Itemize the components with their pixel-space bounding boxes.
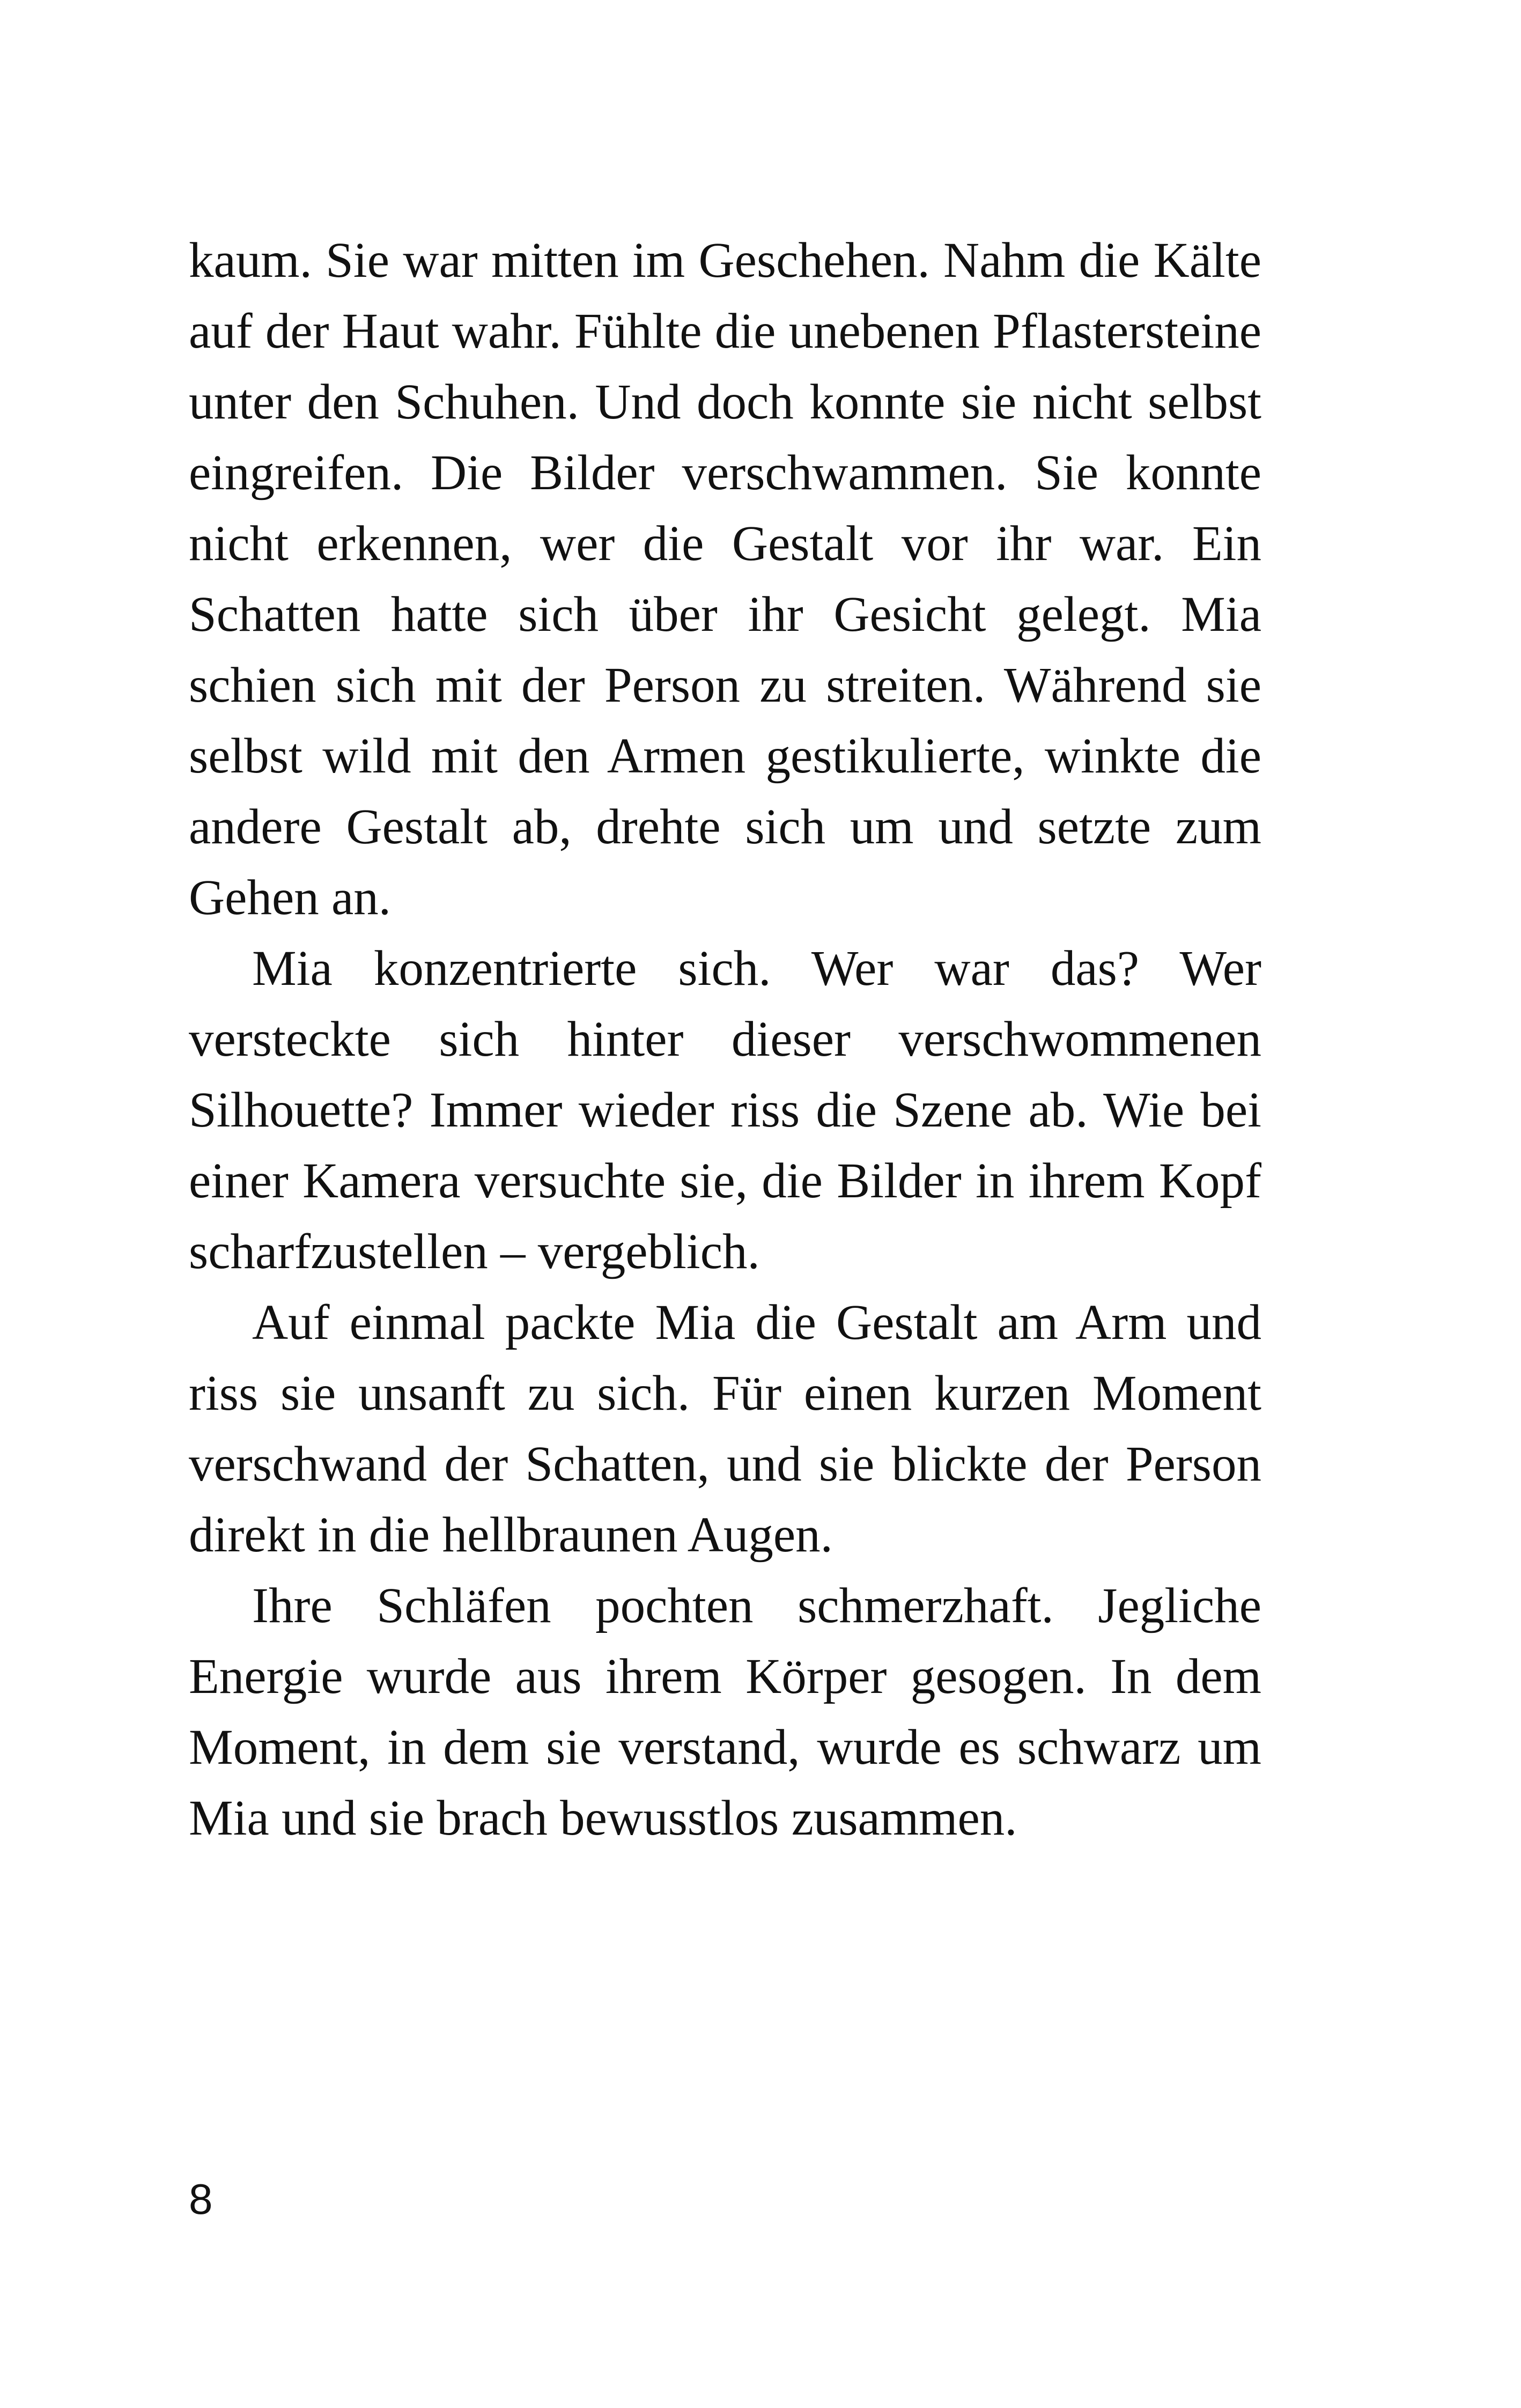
paragraph-1: kaum. Sie war mitten im Geschehen. Nahm die Kälte auf der Haut wahr. Fühlte die unebenen Pflastersteine unter den Schuhen. Und doch konnte sie nicht selbst eingreifen. Die Bilder verschwammen. Sie konnte nicht erkennen, wer die Gestalt vor ihr war. Ein Schatten hatte sich über ihr Gesicht gelegt. Mia schien sich mit der Person zu streiten. Während sie selbst wild mit den Armen gestikulierte, winkte die andere Gestalt ab, drehte sich um und setzte zum Gehen an. [189, 233, 1261, 925]
paragraph-2: Mia konzentrierte sich. Wer war das? Wer versteckte sich hinter dieser verschwommenen Silhouette? Immer wieder riss die Szene ab. Wie bei einer Kamera versuchte sie, die Bilder in ihrem Kopf scharfzustellen – vergeblich. [189, 941, 1261, 1279]
paragraph-4: Ihre Schläfen pochten schmerzhaft. Jegliche Energie wurde aus ihrem Körper gesogen. In dem Moment, in dem sie verstand, wurde es schwarz um Mia und sie brach bewusstlos zusammen. [189, 1578, 1261, 1846]
body-text [189, 225, 1261, 1854]
paragraph-3: Auf einmal packte Mia die Gestalt am Arm und riss sie unsanft zu sich. Für einen kurzen Moment verschwand der Schatten, und sie blickte der Person direkt in die hellbraunen Augen. [189, 1295, 1261, 1563]
page-number: 8 [189, 2175, 213, 2223]
